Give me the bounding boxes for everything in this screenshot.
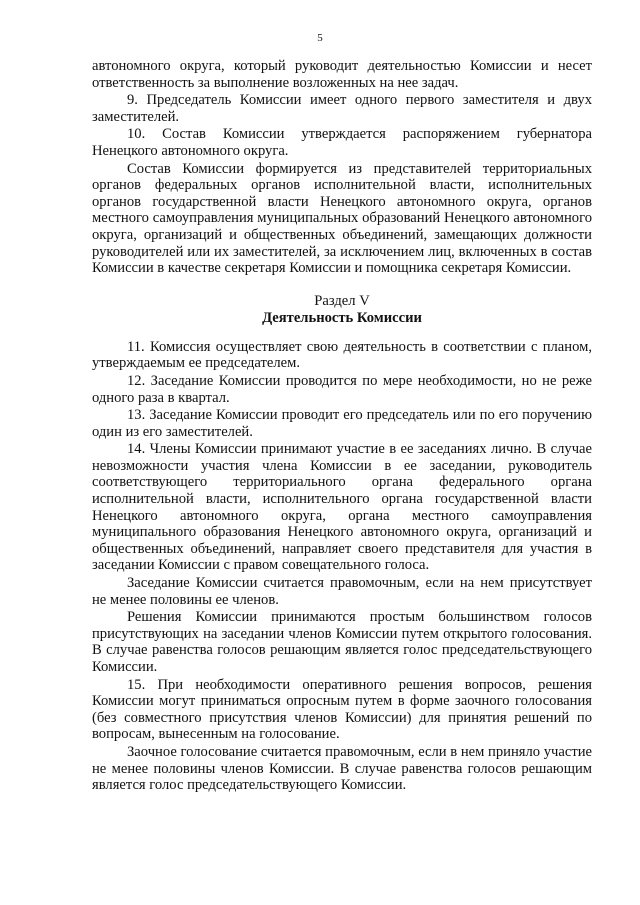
section-heading — [92, 293, 592, 327]
section-label: Раздел V — [314, 292, 370, 309]
paragraph: 9. Председатель Комиссии имеет одного первого заместителя и двух заместителей. — [92, 92, 592, 125]
paragraph: 15. При необходимости оперативного решения вопросов, решения Комиссии могут приниматься опросным путем в форме заочного голосования (без совместного присутствия членов Комиссии) для принятия решений по вопросам, вынесенным на голосование. — [92, 676, 592, 743]
paragraph: 13. Заседание Комиссии проводит его председатель или по его поручению один из его заместителей. — [92, 407, 592, 440]
paragraph: Заседание Комиссии считается правомочным, если на нем присутствует не менее половины ее членов. — [92, 575, 592, 608]
paragraph: Заочное голосование считается правомочным, если в нем приняло участие не менее половины членов Комиссии. В случае равенства голосов решающим является голос председательствующего Комиссии. — [92, 743, 592, 794]
paragraph: Состав Комиссии формируется из представителей территориальных органов федеральных органов исполнительной власти, исполнительных органов государственной власти Ненецкого автономного округа, органов местного самоуправления муниципальных образований Ненецкого автономного округа, организаций и общественных объединений, замещающих должности руководителей или их заместителей, за исключением лиц, включенных в состав Комиссии в качестве секретаря Комиссии и помощника секретаря Комиссии. — [92, 160, 592, 277]
paragraph: 14. Члены Комиссии принимают участие в ее заседаниях лично. В случае невозможности участия члена Комиссии в ее заседании, руководитель соответствующего территориального органа федерального органа исполнительной власти, исполнительного органа государственной власти Ненецкого автономного округа, органа местного самоуправления муниципального образования Ненецкого автономного округа, организаций и общественных объединений, направляет своего представителя для участия в заседании Комиссии с правом совещательного голоса. — [92, 441, 592, 574]
body-text-before-section — [92, 58, 592, 277]
page-number: 5 — [317, 32, 323, 44]
paragraph: Решения Комиссии принимаются простым большинством голосов присутствующих на заседании членов Комиссии путем открытого голосования. В случае равенства голосов решающим является голос председательствующего Комиссии. — [92, 609, 592, 675]
paragraph: автономного округа, который руководит деятельностью Комиссии и несет ответственность за выполнение возложенных на нее задач. — [92, 58, 592, 91]
paragraph: 11. Комиссия осуществляет свою деятельность в соответствии с планом, утверждаемым ее председателем. — [92, 338, 592, 372]
paragraph: 12. Заседание Комиссии проводится по мере необходимости, но не реже одного раза в квартал. — [92, 372, 592, 406]
paragraph: 10. Состав Комиссии утверждается распоряжением губернатора Ненецкого автономного округа. — [92, 126, 592, 159]
body-text-after-section — [92, 339, 592, 794]
section-title: Деятельность Комиссии — [262, 309, 422, 326]
